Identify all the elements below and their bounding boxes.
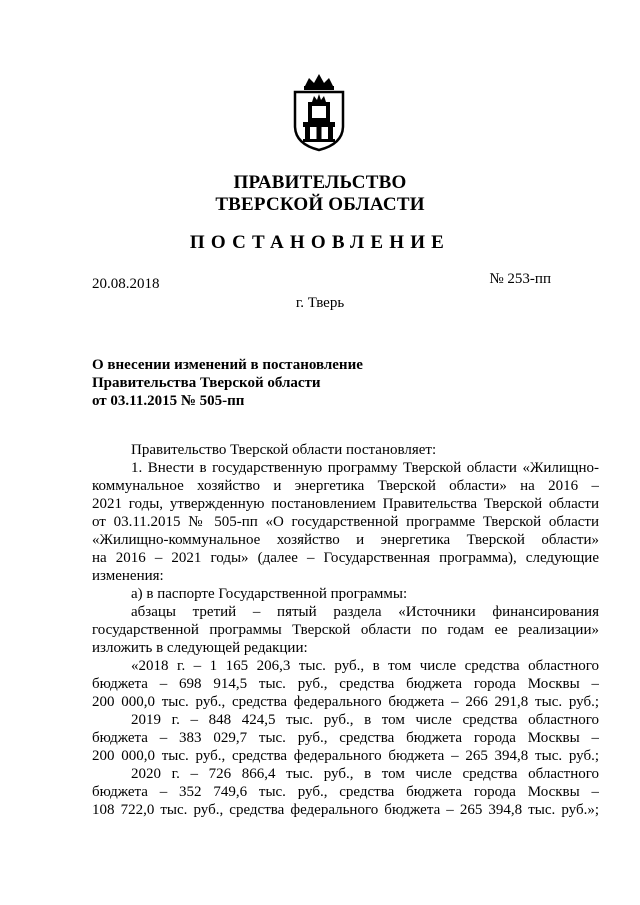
subject-line: О внесении изменений в постановление [92,357,363,373]
document-type-title: ПОСТАНОВЛЕНИЕ [189,232,451,253]
body-line: «Жилищно-коммунальное хозяйство и энергетика Тверской области» [92,532,599,548]
body-line: 2019 г. – 848 424,5 тыс. руб., в том числе средства областного [131,712,599,728]
body-line: 2021 годы, утвержденную постановлением Правительства Тверской области [92,496,599,512]
body-line: абзацы третий – пятый раздела «Источники финансирования [131,604,599,620]
body-line: «2018 г. – 1 165 206,3 тыс. руб., в том числе средства областного [131,658,599,674]
body-line: 108 722,0 тыс. руб., средства федерального бюджета – 265 394,8 тыс. руб.»; [92,802,599,818]
tver-coat-of-arms-icon [291,72,347,152]
body-line: 200 000,0 тыс. руб., средства федерального бюджета – 265 394,8 тыс. руб.; [92,748,599,764]
body-line: государственной программы Тверской области по годам ее реализации» [92,622,599,638]
document-city: г. Тверь [295,295,345,311]
body-line: бюджета – 698 914,5 тыс. руб., средства бюджета города Москвы – [92,676,599,692]
body-line: а) в паспорте Государственной программы: [131,586,408,602]
document-number: № 253-пп [489,271,551,287]
subject-line: от 03.11.2015 № 505-пп [92,393,245,409]
document-subject [92,356,363,410]
body-line: 200 000,0 тыс. руб., средства федерального бюджета – 266 291,8 тыс. руб.; [92,694,599,710]
subject-line: Правительства Тверской области [92,375,321,391]
body-line: бюджета – 352 749,6 тыс. руб., средства бюджета города Москвы – [92,784,599,800]
body-line: изложить в следующей редакции: [92,640,308,656]
body-line: на 2016 – 2021 годы» (далее – Государственная программа), следующие [92,550,599,566]
body-line: от 03.11.2015 № 505-пп «О государственной программе Тверской области [92,514,599,530]
body-line: 1. Внести в государственную программу Тверской области «Жилищно- [131,460,599,476]
organization-name-line2: ТВЕРСКОЙ ОБЛАСТИ [215,194,425,215]
body-line: 2020 г. – 726 866,4 тыс. руб., в том числе средства областного [131,766,599,782]
body-line: изменения: [92,568,164,584]
document-date: 20.08.2018 [92,276,160,292]
body-line: Правительство Тверской области постановляет: [131,442,437,458]
body-line: коммунальное хозяйство и энергетика Тверской области» на 2016 – [92,478,599,494]
body-line: бюджета – 383 029,7 тыс. руб., средства бюджета города Москвы – [92,730,599,746]
organization-name-line1: ПРАВИТЕЛЬСТВО [233,172,407,193]
document-body [92,441,599,819]
